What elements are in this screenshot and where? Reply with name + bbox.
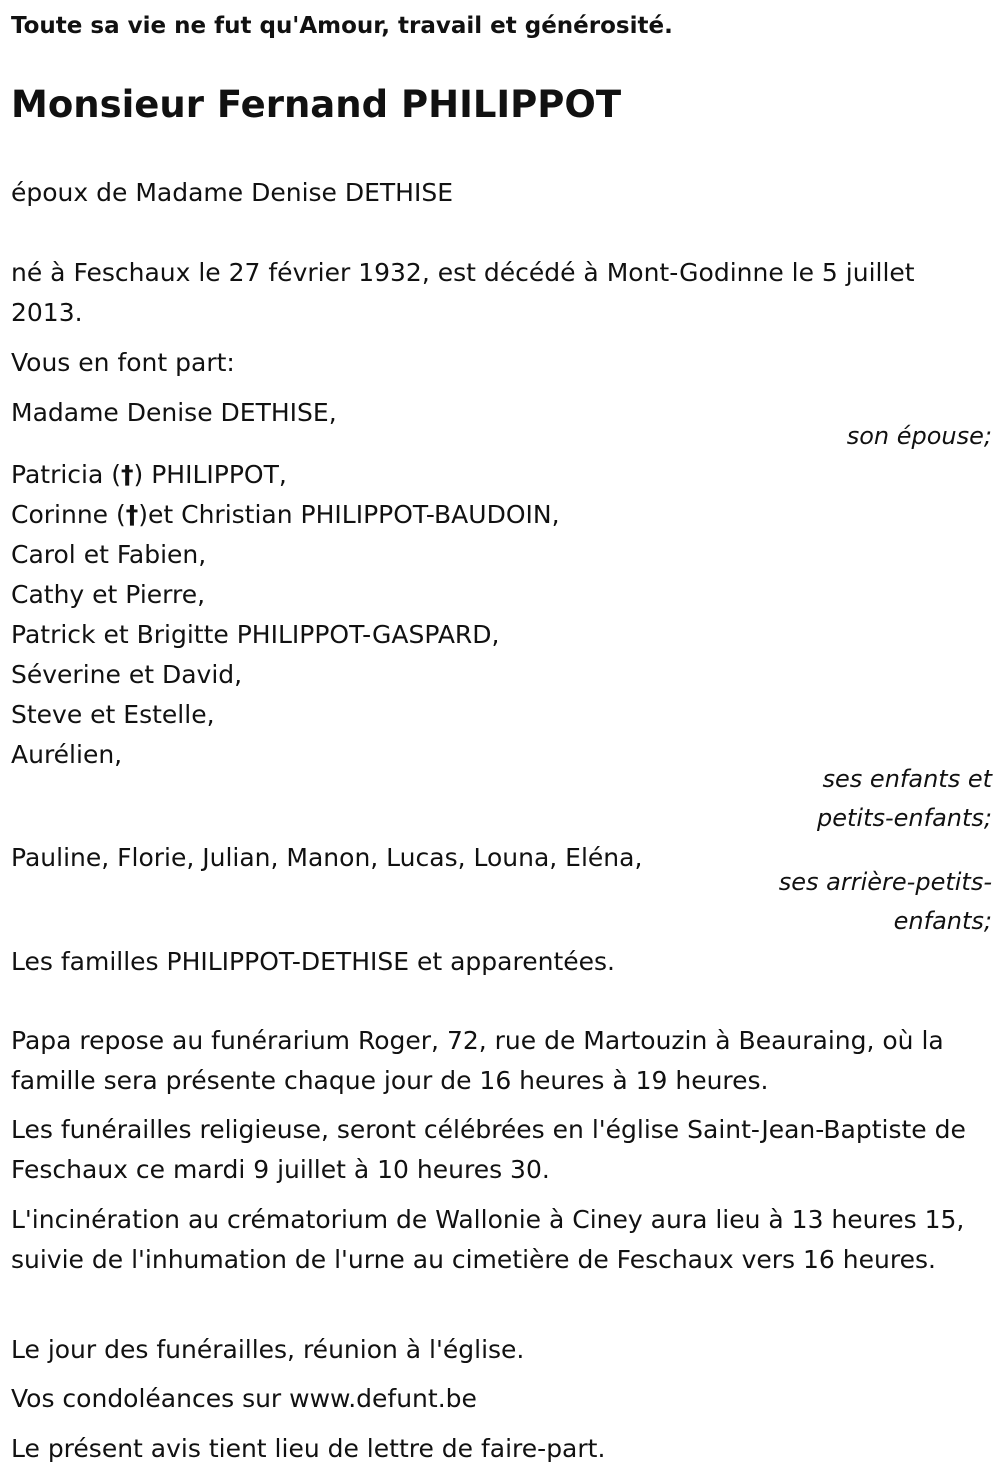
meeting-line: Le jour des funérailles, réunion à l'église. (11, 1335, 525, 1364)
spouse-name: Madame Denise DETHISE, (11, 398, 337, 427)
spouse-line: époux de Madame Denise DETHISE (11, 178, 454, 207)
epigraph: Toute sa vie ne fut qu'Amour, travail et générosité. (11, 13, 673, 39)
child-line: Séverine et David, (11, 660, 243, 689)
families-line: Les familles PHILIPPOT-DETHISE et apparentées. (11, 947, 615, 976)
great-grandchildren-role-line-2: enfants; (893, 907, 992, 935)
great-grandchildren-line: Pauline, Florie, Julian, Manon, Lucas, Louna, Eléna, (11, 843, 643, 872)
birth-death-line: né à Feschaux le 27 février 1932, est décédé à Mont-Godinne le 5 juillet 2013. (11, 258, 915, 327)
deceased-name-title: Monsieur Fernand PHILIPPOT (11, 83, 622, 126)
cross-icon: † (121, 460, 134, 489)
child-line-corinne-end: )et Christian PHILIPPOT-BAUDOIN, (138, 500, 560, 529)
child-line-corinne (11, 495, 560, 535)
rest-paragraph: Papa repose au funérarium Roger, 72, rue de Martouzin à Beauraing, où la famille sera présente chaque jour de 16 heures à 19 heures. (11, 1026, 944, 1095)
child-line: Steve et Estelle, (11, 700, 215, 729)
condolences-line: Vos condoléances sur www.defunt.be (11, 1384, 477, 1413)
child-line-patricia-start: Patricia ( (11, 460, 122, 489)
funeral-paragraph: Les funérailles religieuse, seront célébrées en l'église Saint-Jean-Baptiste de Feschaux ce mardi 9 juillet à 10 heures 30. (11, 1115, 966, 1184)
child-line: Aurélien, (11, 740, 123, 769)
cremation-paragraph: L'incinération au crématorium de Wallonie à Ciney aura lieu à 13 heures 15, suivie de l'inhumation de l'urne au cimetière de Feschaux vers 16 heures. (11, 1205, 965, 1274)
child-line-corinne-start: Corinne ( (11, 500, 126, 529)
children-role-line-2: petits-enfants; (817, 804, 992, 832)
announcement-line: Vous en font part: (11, 348, 235, 377)
child-line-patricia-end: ) PHILIPPOT, (133, 460, 287, 489)
great-grandchildren-role-line-1: ses arrière-petits- (778, 868, 992, 896)
children-role-line-1: ses enfants et (822, 765, 992, 793)
child-line-patricia (11, 455, 287, 495)
child-line: Patrick et Brigitte PHILIPPOT-GASPARD, (11, 620, 500, 649)
child-line: Cathy et Pierre, (11, 580, 206, 609)
spouse-role: son épouse; (846, 422, 992, 450)
cross-icon: † (125, 500, 139, 529)
notice-line: Le présent avis tient lieu de lettre de faire-part. (11, 1434, 606, 1463)
child-line: Carol et Fabien, (11, 540, 207, 569)
